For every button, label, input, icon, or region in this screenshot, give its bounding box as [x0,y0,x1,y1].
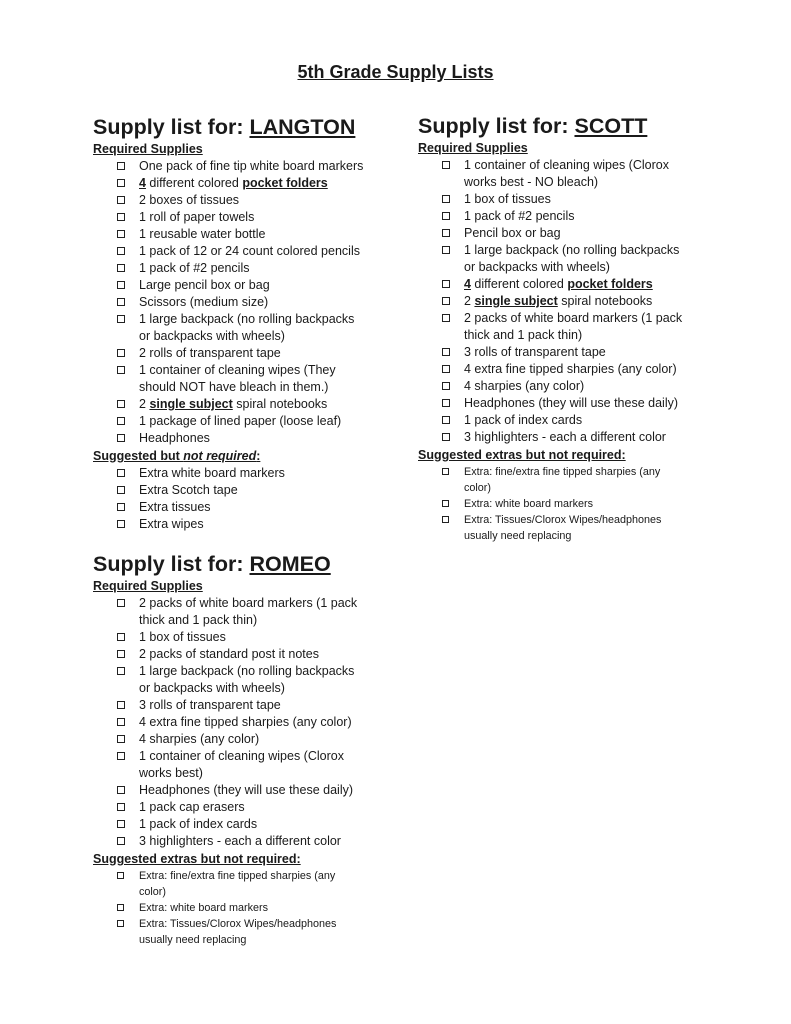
checklist-item [93,629,393,646]
item-text: 1 pack of #2 pencils [464,209,575,223]
checkbox-icon[interactable] [117,503,125,511]
checklist-item [93,465,393,482]
item-text: 3 highlighters - each a different color [139,834,341,848]
checkbox-icon[interactable] [442,195,450,203]
checkbox-icon[interactable] [117,366,125,374]
checkbox-icon[interactable] [117,667,125,675]
checklist-item [418,512,718,544]
item-text: different colored [470,277,568,291]
checklist-item [93,430,393,447]
checklist-item [93,294,393,311]
required-heading: Required Supplies [418,141,528,155]
suggested-list [93,465,393,533]
checkbox-icon[interactable] [117,718,125,726]
item-text-line: works best) [139,766,203,780]
item-text: Headphones (they will use these daily) [139,783,354,797]
checklist-item [93,192,393,209]
required-list [418,157,718,446]
checkbox-icon[interactable] [442,416,450,424]
checklist-item [93,731,393,748]
suggested-heading-colon: : [256,449,261,463]
checklist-item [93,714,393,731]
checkbox-icon[interactable] [117,820,125,828]
item-text: 3 rolls of transparent tape [139,698,281,712]
item-text: 4 extra fine tipped sharpies (any color) [464,362,677,376]
item-text-line: color) [464,482,491,494]
item-text-line: 1 large backpack (no rolling backpacks [464,243,680,257]
item-text: Large pencil box or bag [139,278,270,292]
section-heading [418,113,718,139]
item-text-line: Extra: Tissues/Clorox Wipes/headphones [139,918,337,930]
heading-prefix: Supply list for: [93,552,244,576]
item-text: 2 packs of standard post it notes [139,647,319,661]
item-text: 2 [139,397,150,411]
item-text: Scissors (medium size) [139,295,269,309]
checkbox-icon[interactable] [117,920,124,927]
checkbox-icon[interactable] [117,633,125,641]
item-text: Extra Scotch tape [139,483,238,497]
checkbox-icon[interactable] [442,382,450,390]
checklist-item [93,516,393,533]
checkbox-icon[interactable] [117,520,125,528]
item-text: 2 boxes of tissues [139,193,240,207]
checkbox-icon[interactable] [117,179,125,187]
checkbox-icon[interactable] [117,315,125,323]
item-text: 1 pack of 12 or 24 count colored pencils [139,244,360,258]
suggested-list [93,868,393,948]
checklist-item [93,277,393,294]
item-text: 1 box of tissues [464,192,551,206]
checkbox-icon[interactable] [442,280,450,288]
checkbox-icon[interactable] [117,281,125,289]
checklist-item [93,900,393,916]
item-text-line: 1 container of cleaning wipes (Clorox [464,158,669,172]
checklist-item [418,225,718,242]
item-text: 1 pack cap erasers [139,800,245,814]
item-text: Pencil box or bag [464,226,561,240]
checkbox-icon[interactable] [117,904,124,911]
item-text: Extra tissues [139,500,211,514]
checklist-item [93,833,393,850]
checkbox-icon[interactable] [117,162,125,170]
item-text: 1 roll of paper towels [139,210,255,224]
item-text-line: 2 packs of white board markers (1 pack [464,311,683,325]
checklist-item [93,697,393,714]
checkbox-icon[interactable] [442,297,450,305]
checklist-item [93,916,393,948]
teacher-name: SCOTT [574,114,648,138]
checklist-item [93,175,393,192]
item-text-line: thick and 1 pack thin) [464,328,583,342]
item-text: spiral notebooks [232,397,328,411]
checklist-item [418,157,718,191]
checkbox-icon[interactable] [117,803,125,811]
suggested-heading [93,448,393,464]
checkbox-icon[interactable] [442,212,450,220]
checkbox-icon[interactable] [117,247,125,255]
checklist-item [418,464,718,496]
item-text-line: 1 large backpack (no rolling backpacks [139,664,355,678]
item-text-line: or backpacks with wheels) [139,329,285,343]
checkbox-icon[interactable] [442,348,450,356]
checklist-item [93,499,393,516]
item-text-line: works best - NO bleach) [464,175,599,189]
item-emphasis: 4 [464,277,471,291]
checkbox-icon[interactable] [117,486,125,494]
item-text-line: Extra: fine/extra fine tipped sharpies (any [139,870,336,882]
checklist-item [418,344,718,361]
checklist-item [93,799,393,816]
item-emphasis: single subject [149,397,233,411]
checklist-item [93,345,393,362]
item-text: 4 sharpies (any color) [464,379,585,393]
item-text-line: usually need replacing [464,530,572,542]
item-text-line: 1 large backpack (no rolling backpacks [139,312,355,326]
section-heading [93,551,393,577]
checklist-item [93,663,393,697]
checkbox-icon[interactable] [117,400,125,408]
checkbox-icon[interactable] [117,298,125,306]
checkbox-icon[interactable] [117,752,125,760]
item-text-line: 2 packs of white board markers (1 pack [139,596,358,610]
checkbox-icon[interactable] [117,837,125,845]
item-emphasis: pocket folders [242,176,328,190]
item-text-line: should NOT have bleach in them.) [139,380,329,394]
checklist-item [418,208,718,225]
checkbox-icon[interactable] [442,468,449,475]
item-text: 2 rolls of transparent tape [139,346,281,360]
checklist-item [93,868,393,900]
checklist-item [93,311,393,345]
checkbox-icon[interactable] [442,229,450,237]
checklist-item [93,646,393,663]
item-text: 4 sharpies (any color) [139,732,260,746]
item-text: 1 reusable water bottle [139,227,266,241]
checkbox-icon[interactable] [117,230,125,238]
checkbox-icon[interactable] [117,735,125,743]
suggested-heading-text: Suggested but [93,449,184,463]
item-text: 1 pack of #2 pencils [139,261,250,275]
checklist-item [93,209,393,226]
checkbox-icon[interactable] [117,417,125,425]
checkbox-icon[interactable] [117,264,125,272]
section-romeo [93,551,393,948]
item-text-line: 1 container of cleaning wipes (Clorox [139,749,344,763]
checklist-item [93,362,393,396]
item-text-line: thick and 1 pack thin) [139,613,258,627]
item-text: 1 pack of index cards [139,817,258,831]
item-emphasis: single subject [474,294,558,308]
item-text: 2 [464,294,475,308]
checkbox-icon[interactable] [442,161,450,169]
checkbox-icon[interactable] [117,469,125,477]
checklist-item [93,482,393,499]
item-emphasis: 4 [139,176,146,190]
item-text: 3 rolls of transparent tape [464,345,606,359]
teacher-name: LANGTON [249,115,356,139]
item-text: One pack of fine tip white board markers [139,159,364,173]
checkbox-icon[interactable] [442,399,450,407]
item-text: Extra white board markers [139,466,285,480]
item-text: 1 pack of index cards [464,413,583,427]
item-text: Headphones [139,431,210,445]
checklist-item [418,361,718,378]
section-heading [93,114,393,140]
checkbox-icon[interactable] [117,650,125,658]
checkbox-icon[interactable] [117,196,125,204]
item-text: different colored [145,176,243,190]
checklist-item [418,191,718,208]
checklist-item [93,396,393,413]
section-scott [418,113,718,544]
checklist-item [93,226,393,243]
checklist-item [93,158,393,175]
checklist-item [93,748,393,782]
required-list [93,158,393,447]
checklist-item [93,595,393,629]
checklist-item [93,816,393,833]
checkbox-icon[interactable] [117,786,125,794]
required-list [93,595,393,850]
item-text: 1 box of tissues [139,630,226,644]
item-text: Headphones (they will use these daily) [464,396,679,410]
checkbox-icon[interactable] [117,701,125,709]
checkbox-icon[interactable] [442,314,450,322]
suggested-heading-emphasis: not required [183,449,257,463]
item-text-line: Extra: fine/extra fine tipped sharpies (any [464,466,661,478]
checklist-item [418,310,718,344]
item-text: 3 highlighters - each a different color [464,430,666,444]
item-text-line: or backpacks with wheels) [464,260,610,274]
item-text-line: usually need replacing [139,934,247,946]
item-text: spiral notebooks [557,294,653,308]
checklist-item [93,243,393,260]
item-text-line: Extra: Tissues/Clorox Wipes/headphones [464,514,662,526]
checklist-item [418,293,718,310]
checkbox-icon[interactable] [117,872,124,879]
required-heading: Required Supplies [93,142,203,156]
heading-prefix: Supply list for: [93,115,244,139]
checkbox-icon[interactable] [442,365,450,373]
heading-prefix: Supply list for: [418,114,569,138]
item-text: 4 extra fine tipped sharpies (any color) [139,715,352,729]
checkbox-icon[interactable] [442,246,450,254]
checklist-item [418,242,718,276]
suggested-list [418,464,718,544]
checkbox-icon[interactable] [117,599,125,607]
suggested-heading: Suggested extras but not required: [418,448,626,462]
item-text-line: 1 container of cleaning wipes (They [139,363,336,377]
checkbox-icon[interactable] [442,500,449,507]
checklist-item [93,260,393,277]
item-text: 1 package of lined paper (loose leaf) [139,414,342,428]
checkbox-icon[interactable] [117,434,125,442]
teacher-name: ROMEO [249,552,331,576]
checklist-item [418,412,718,429]
page-title: 5th Grade Supply Lists [297,62,494,82]
checkbox-icon[interactable] [117,349,125,357]
required-heading: Required Supplies [93,579,203,593]
checkbox-icon[interactable] [442,516,449,523]
checklist-item [418,395,718,412]
item-text: Extra: white board markers [464,498,594,510]
checklist-item [93,782,393,799]
checkbox-icon[interactable] [442,433,450,441]
checklist-item [93,413,393,430]
section-langton [93,114,393,533]
checklist-item [418,276,718,293]
suggested-heading: Suggested extras but not required: [93,852,301,866]
checklist-item [418,429,718,446]
checklist-item [418,496,718,512]
item-text: Extra: white board markers [139,902,269,914]
checkbox-icon[interactable] [117,213,125,221]
item-text: Extra wipes [139,517,204,531]
item-emphasis: pocket folders [567,277,653,291]
item-text-line: or backpacks with wheels) [139,681,285,695]
item-text-line: color) [139,886,166,898]
checklist-item [418,378,718,395]
